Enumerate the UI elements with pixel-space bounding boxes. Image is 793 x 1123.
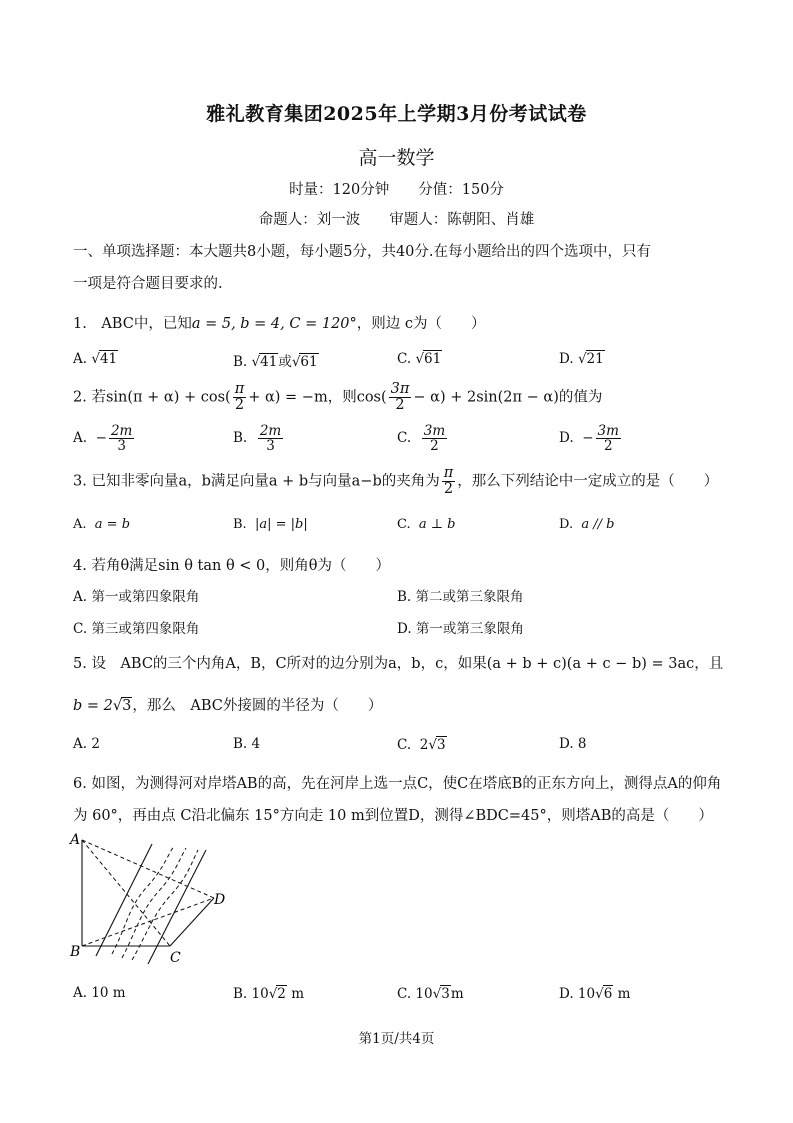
q3-option-b-value: |a| = |b| bbox=[254, 517, 308, 532]
q3-option-d-label: D. bbox=[559, 517, 574, 532]
q3-option-b bbox=[233, 517, 308, 532]
q1-option-d-value: 21 bbox=[586, 351, 604, 367]
label-a: A bbox=[70, 832, 81, 848]
q5-option-b: B. 4 bbox=[233, 736, 261, 752]
label-c: C bbox=[170, 950, 181, 966]
q3-option-c-label: C. bbox=[397, 517, 411, 532]
q2-stem-pre: 2. 若sin(π + α) + cos( bbox=[73, 389, 231, 406]
q5-option-c-coef: 2 bbox=[419, 737, 429, 753]
q1-option-b-or: 或 bbox=[278, 354, 292, 370]
q2-frac2-num: 3π bbox=[390, 381, 410, 397]
q3-option-c bbox=[397, 517, 455, 532]
q5-option-a: A. 2 bbox=[73, 736, 100, 752]
base-edge-cd bbox=[170, 898, 214, 946]
river-bank-right bbox=[148, 850, 206, 964]
q1-stem-pre: 1. ABC中，已知 bbox=[73, 316, 192, 332]
question-5-stem-line2: b = 2√3，那么 ABC外接圆的半径为（ ） bbox=[73, 698, 383, 714]
q2-frac-den: 2 bbox=[234, 397, 245, 414]
q2-option-b-label: B. bbox=[233, 430, 248, 447]
q1-option-c-label: C. bbox=[397, 351, 412, 367]
q1-option-d-label: D. bbox=[559, 351, 574, 367]
q1-stem-math: a = 5, b = 4, C = 120° bbox=[191, 316, 357, 332]
q1-option-d: D. √21 bbox=[559, 351, 604, 367]
q1-option-b-label: B. bbox=[233, 354, 248, 370]
q2-option-d-den: 2 bbox=[603, 438, 613, 455]
q3-option-a-value: a = b bbox=[94, 517, 131, 532]
q1-option-a: A. √41 bbox=[73, 351, 118, 367]
q6-option-d: D. 10√6 m bbox=[559, 986, 631, 1002]
q5-option-c: C. 2√3 bbox=[397, 737, 446, 753]
q5-option-d: D. 8 bbox=[559, 736, 587, 752]
q6-option-d-unit: m bbox=[617, 986, 631, 1002]
question-2-stem bbox=[73, 382, 602, 413]
exam-title: 雅礼教育集团2025年上学期3月份考试试卷 bbox=[206, 103, 587, 125]
q1-stem-post: ，则边 c为（ ） bbox=[356, 316, 486, 332]
q6-option-d-pre: D. 10 bbox=[559, 986, 596, 1002]
question-1-stem bbox=[73, 312, 486, 333]
q6-option-a: A. 10 m bbox=[73, 985, 126, 1001]
section-heading-line2: 一项是符合题目要求的. bbox=[73, 276, 223, 292]
q6-option-b-unit: m bbox=[291, 986, 304, 1002]
q6-figure bbox=[66, 828, 236, 968]
time-info: 时量：120分钟 分值：150分 bbox=[289, 182, 504, 198]
q6-option-b-pre: B. 10 bbox=[233, 986, 269, 1002]
q6-option-c-pre: C. 10 bbox=[397, 986, 433, 1002]
q2-option-b bbox=[233, 424, 285, 453]
page-footer: 第1页/共4页 bbox=[358, 1031, 435, 1047]
q3-frac-num: π bbox=[443, 465, 454, 481]
question-3-stem bbox=[73, 466, 718, 497]
q5-option-c-rad: 3 bbox=[436, 737, 446, 753]
line-ad bbox=[82, 840, 214, 898]
q2-option-c-num: 3m bbox=[423, 423, 446, 439]
q1-option-b-value1: 41 bbox=[260, 354, 278, 370]
question-4-stem: 4. 若角θ满足sin θ tan θ < 0，则角θ为（ ） bbox=[73, 558, 391, 574]
q3-option-a bbox=[73, 517, 130, 532]
q2-stem-post: − α) + 2sin(2π − α)的值为 bbox=[413, 389, 603, 406]
q2-option-d-label: D. bbox=[559, 430, 574, 447]
q3-frac-den: 2 bbox=[443, 481, 454, 498]
section-heading-line1: 一、单项选择题：本大题共8小题，每小题5分，共40分.在每小题给出的四个选项中，只有 bbox=[73, 244, 652, 260]
q3-option-d-value: a // b bbox=[581, 517, 615, 532]
q3-option-c-value: a ⊥ b bbox=[418, 517, 456, 532]
q6-option-c-rad: 3 bbox=[441, 986, 450, 1002]
q3-stem-post: ，那么下列结论中一定成立的是（ ） bbox=[457, 473, 719, 490]
q2-option-d-sign: − bbox=[582, 430, 594, 447]
q1-option-c-value: 61 bbox=[424, 351, 442, 367]
q2-option-b-num: 2m bbox=[259, 423, 282, 439]
q6-option-c: C. 10√3m bbox=[397, 986, 464, 1002]
q6-option-b: B. 10√2 m bbox=[233, 986, 304, 1002]
author-info: 命题人：刘一波 审题人：陈朝阳、肖雄 bbox=[258, 212, 535, 228]
q2-option-c-label: C. bbox=[397, 430, 412, 447]
q1-option-b: B. √41或√61 bbox=[233, 354, 318, 370]
q4-option-c: C. 第三或第四象限角 bbox=[73, 621, 200, 637]
river-curve-2 bbox=[122, 848, 186, 958]
q2-option-b-den: 3 bbox=[266, 438, 275, 455]
q4-option-b: B. 第二或第三象限角 bbox=[397, 589, 524, 605]
q2-stem-mid: + α) = −m，则cos( bbox=[248, 389, 387, 406]
q2-option-a-label: A. bbox=[73, 430, 88, 447]
q4-option-a: A. 第一或第四象限角 bbox=[73, 589, 200, 605]
q2-option-a-num: 2m bbox=[110, 423, 133, 439]
q3-option-d bbox=[559, 517, 614, 532]
q6-option-b-rad: 2 bbox=[277, 986, 286, 1002]
question-6-stem-line2: 为 60°，再由点 C沿北偏东 15°方向走 10 m到位置D，测得∠BDC=45°，则塔AB的高是（ ） bbox=[73, 808, 713, 824]
q5-line2-post: ，那么 ABC外接圆的半径为（ ） bbox=[132, 698, 383, 714]
label-b: B bbox=[70, 944, 81, 960]
q3-stem-pre: 3. 已知非零向量a，b满足向量a + b与向量a−b的夹角为 bbox=[73, 473, 440, 490]
exam-subtitle: 高一数学 bbox=[358, 147, 435, 169]
q2-option-d bbox=[559, 424, 623, 453]
q2-frac2-den: 2 bbox=[395, 397, 405, 414]
q5-line2-rad: 3 bbox=[122, 698, 132, 714]
question-6-stem-line1: 6. 如图，为测得河对岸塔AB的高，先在河岸上选一点C，使C在塔底B的正东方向上，测得点A的仰角 bbox=[73, 776, 722, 792]
q5-option-c-label: C. bbox=[397, 737, 412, 753]
label-d: D bbox=[214, 892, 226, 908]
q2-option-a-den: 3 bbox=[117, 438, 126, 455]
q3-option-a-label: A. bbox=[73, 517, 87, 532]
question-5-stem-line1: 5. 设 ABC的三个内角A，B，C所对的边分别为a，b，c，如果(a + b + c)(a + c − b) = 3ac，且 bbox=[73, 656, 724, 672]
q1-option-c: C. √61 bbox=[397, 351, 442, 367]
q2-option-a bbox=[73, 424, 136, 453]
q2-option-c bbox=[397, 424, 449, 453]
q2-option-d-num: 3m bbox=[597, 423, 619, 439]
q2-frac-num: π bbox=[234, 381, 245, 397]
q5-line2-pre: b = 2 bbox=[73, 698, 113, 714]
q2-option-c-den: 2 bbox=[430, 438, 439, 455]
q2-option-a-sign: − bbox=[95, 430, 107, 447]
q4-option-d: D. 第一或第三象限角 bbox=[397, 621, 524, 637]
q1-option-a-value: 41 bbox=[99, 351, 118, 367]
q3-option-b-label: B. bbox=[233, 517, 247, 532]
q6-option-d-rad: 6 bbox=[603, 986, 613, 1002]
q1-option-a-label: A. bbox=[73, 351, 88, 367]
q6-option-c-unit: m bbox=[450, 986, 464, 1002]
q1-option-b-value2: 61 bbox=[300, 354, 318, 370]
